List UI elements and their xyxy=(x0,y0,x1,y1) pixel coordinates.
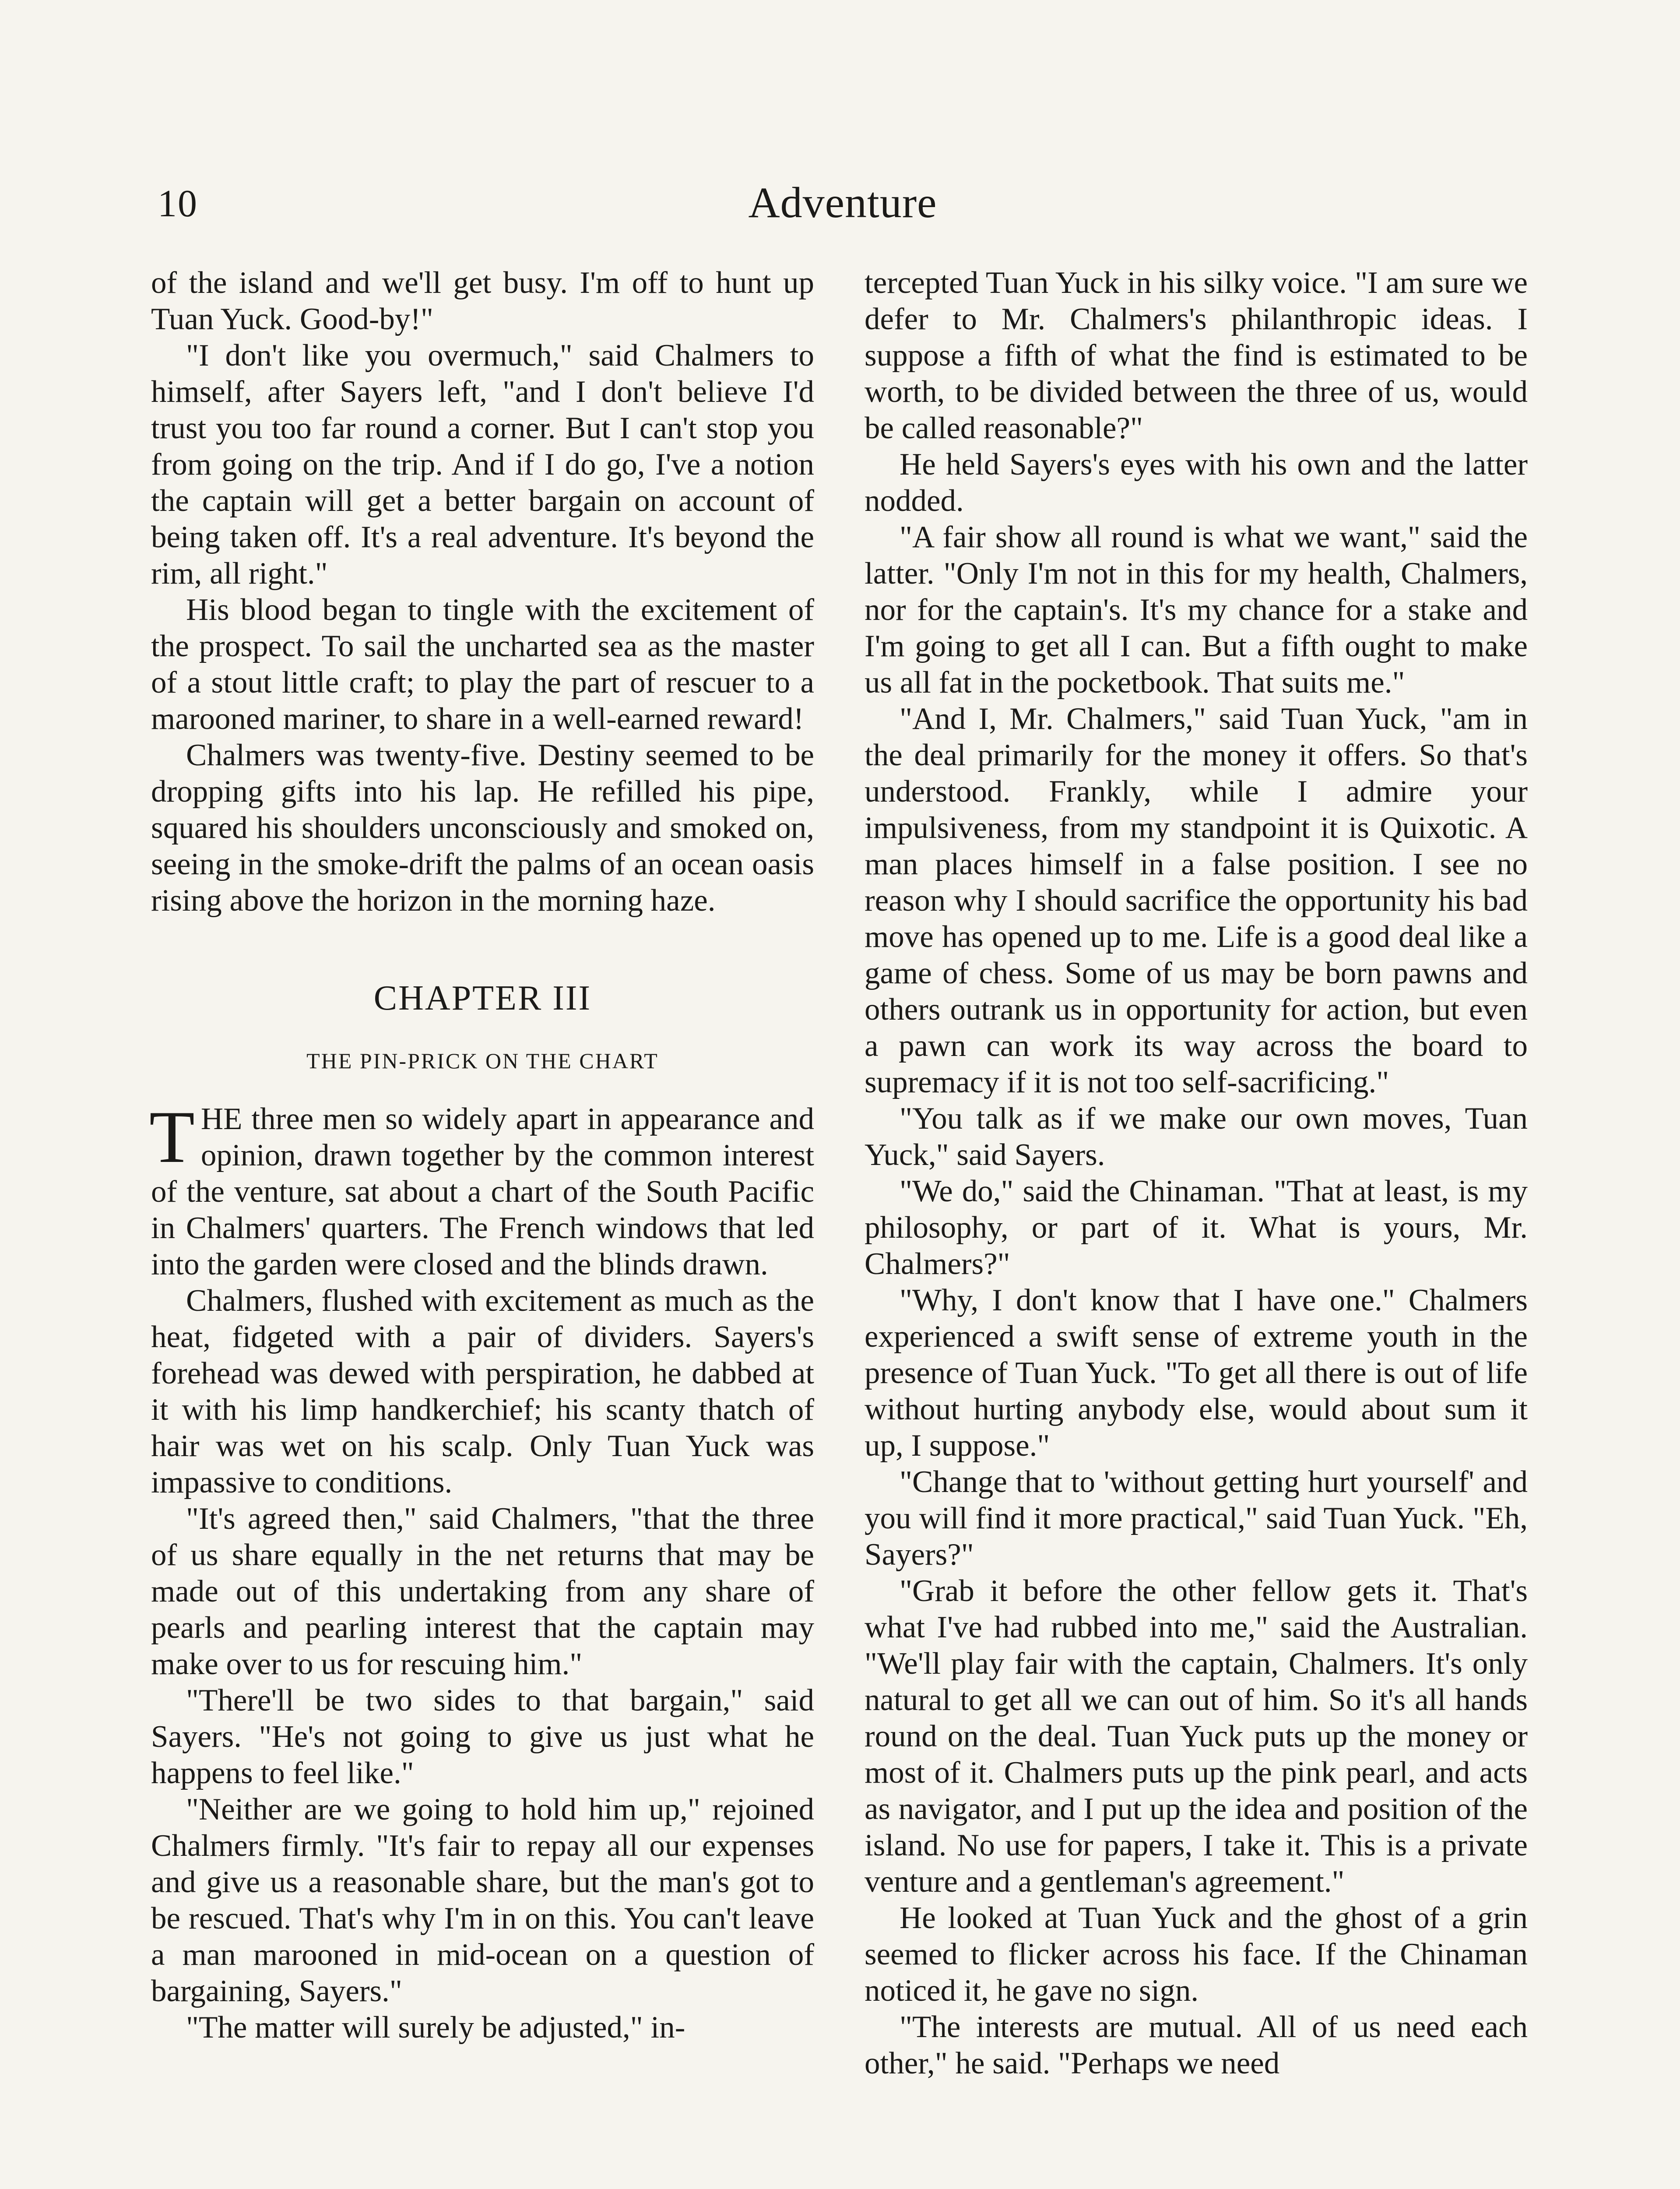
paragraph-text: HE three men so widely apart in appearance and opinion, drawn together by the common interest of the venture, sat about a chart of the South Pacific in Chalmers' quarters. The French windows that led into the garden were closed and the blinds drawn. xyxy=(151,1102,814,1281)
paragraph: "I don't like you overmuch," said Chalmers to himself, after Sayers left, "and I don't believe I'd trust you too far round a corner. But I can't stop you from going on the trip. And if I do go, I've a notion the captain will get a better bargain on account of being taken off. It's a real adventure. It's beyond the rim, all right." xyxy=(151,338,814,591)
paragraph: "The matter will surely be adjusted," in- xyxy=(186,2010,685,2045)
paragraph: "A fair show all round is what we want," said the latter. "Only I'm not in this for my health, Chalmers, nor for the captain's. It's my chance for a stake and I'm going to get all I can. But a fifth ought to make us all fat in the pocketbook. That suits me." xyxy=(865,520,1528,700)
paragraph: Chalmers, flushed with excitement as much as the heat, fidgeted with a pair of dividers. Sayers's forehead was dewed with perspiration, he dabbed at it with his limp handkerchief; his scanty thatch of hair was wet on his scalp. Only Tuan Yuck was impassive to conditions. xyxy=(151,1284,814,1499)
paragraph: He held Sayers's eyes with his own and the latter nodded. xyxy=(865,447,1528,518)
paragraph: "You talk as if we make our own moves, Tuan Yuck," said Sayers. xyxy=(865,1102,1528,1172)
paragraph: "Grab it before the other fellow gets it. That's what I've had rubbed into me," said the Australian. "We'll play fair with the captain, Chalmers. It's only natural to get all we can out of him. So it's all hands round on the deal. Tuan Yuck puts up the money or most of it. Chalmers puts up the pink pearl, and acts as navigator, and I put up the idea and position of the island. No use for papers, I take it. This is a private venture and a gentleman's agreement." xyxy=(865,1574,1528,1899)
right-column xyxy=(865,265,1528,2082)
paragraph: "Why, I don't know that I have one." Chalmers experienced a swift sense of extreme youth in the presence of Tuan Yuck. "To get all there is out of life without hurting anybody else, would about sum it up, I suppose." xyxy=(865,1283,1528,1463)
left-column xyxy=(151,265,814,2046)
paragraph: His blood began to tingle with the excitement of the prospect. To sail the uncharted sea as the master of a stout little craft; to play the part of rescuer to a marooned mariner, to share in a well-earned reward! xyxy=(151,593,814,736)
paragraph: "There'll be two sides to that bargain," said Sayers. "He's not going to give us just what he happens to feel like." xyxy=(151,1683,814,1790)
paragraph: tercepted Tuan Yuck in his silky voice. "I am sure we defer to Mr. Chalmers's philanthropic ideas. I suppose a fifth of what the find is estimated to be worth, to be divided between the three of us, would be called reasonable?" xyxy=(865,266,1528,445)
paragraph: "The interests are mutual. All of us need each other," he said. "Perhaps we need xyxy=(865,2010,1528,2080)
running-header xyxy=(158,177,1528,234)
page-number: 10 xyxy=(158,183,198,225)
paragraph: "We do," said the Chinaman. "That at least, is my philosophy, or part of it. What is yours, Mr. Chalmers?" xyxy=(865,1174,1528,1281)
chapter-opening-paragraph xyxy=(149,1096,814,1283)
drop-cap: T xyxy=(149,1096,195,1178)
paragraph: "Neither are we going to hold him up," rejoined Chalmers firmly. "It's fair to repay all our expenses and give us a reasonable share, but the man's got to be rescued. That's why I'm in on this. You can't leave a man marooned in mid-ocean on a question of bargaining, Sayers." xyxy=(151,1792,814,2008)
paragraph: "Change that to 'without getting hurt yourself' and you will find it more practical," said Tuan Yuck. "Eh, Sayers?" xyxy=(865,1465,1528,1572)
paragraph: of the island and we'll get busy. I'm off to hunt up Tuan Yuck. Good-by!" xyxy=(151,266,814,336)
paragraph: "It's agreed then," said Chalmers, "that the three of us share equally in the net returns that may be made out of this undertaking from any share of pearls and pearling interest that the captain may make over to us for rescuing him." xyxy=(151,1502,814,1681)
magazine-title: Adventure xyxy=(748,178,937,227)
paragraph: He looked at Tuan Yuck and the ghost of a grin seemed to flicker across his face. If the Chinaman noticed it, he gave no sign. xyxy=(865,1901,1528,2008)
chapter-title: CHAPTER III xyxy=(373,979,592,1017)
paragraph: Chalmers was twenty-five. Destiny seemed to be dropping gifts into his lap. He refilled his pipe, squared his shoulders unconsciously and smoked on, seeing in the smoke-drift the palms of an ocean oasis rising above the horizon in the morning haze. xyxy=(151,738,814,918)
chapter-subtitle: THE PIN-PRICK ON THE CHART xyxy=(306,1049,659,1073)
paragraph: "And I, Mr. Chalmers," said Tuan Yuck, "am in the deal primarily for the money it offers. So that's understood. Frankly, while I admire your impulsiveness, from my standpoint it is Quixotic. A man places himself in a false position. I see no reason why I should sacrifice the opportunity his bad move has opened up to me. Life is a good deal like a game of chess. Some of us may be born pawns and others outrank us in opportunity for action, but even a pawn can work its way across the board to supremacy if it is not too self-sacrificing." xyxy=(865,702,1528,1099)
